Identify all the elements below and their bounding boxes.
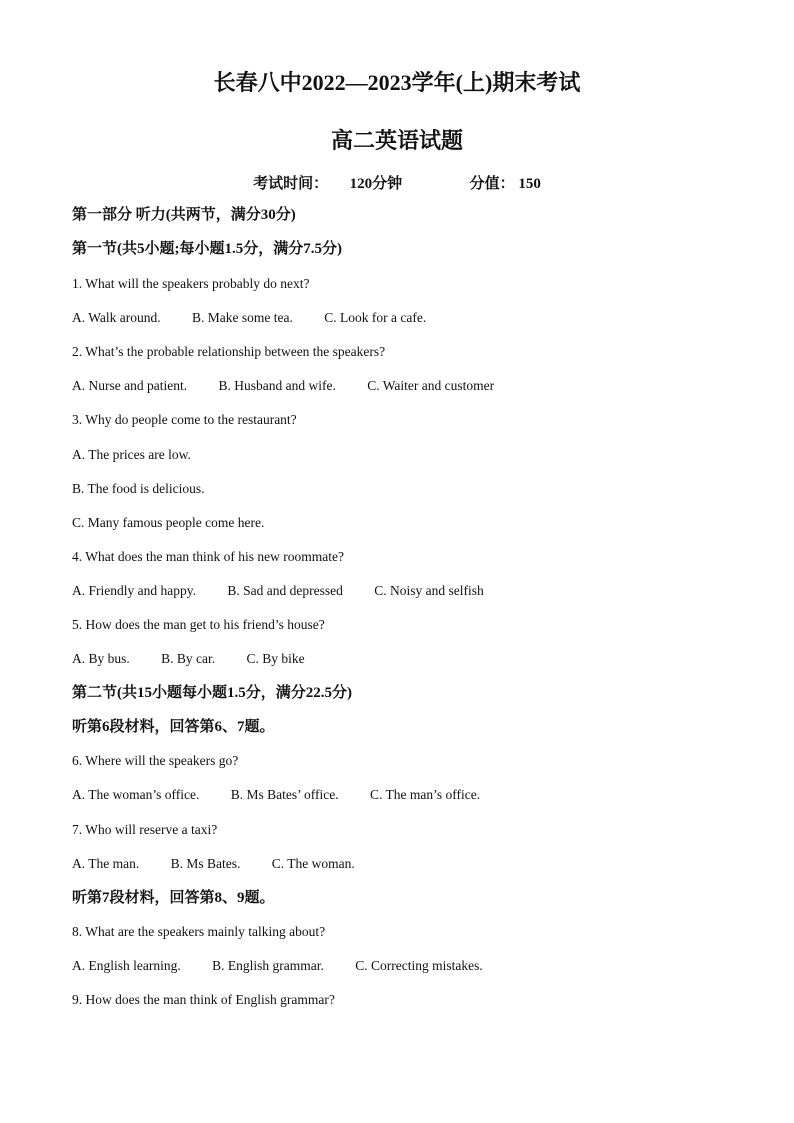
option-c: C. The woman. (271, 856, 355, 871)
score-value: 150 (518, 176, 541, 192)
page-title: 长春八中2022—2023学年(上)期末考试 (213, 70, 581, 95)
question-1: 1. What will the speakers probably do next? (72, 276, 310, 291)
question-4-options (72, 582, 484, 600)
material-note-6: 听第6段材料，回答第6、7题。 (72, 719, 275, 735)
question-1-options (72, 309, 426, 327)
option-c: C. Look for a cafe. (324, 310, 427, 325)
question-9: 9. How does the man think of English grammar? (72, 992, 335, 1007)
question-7: 7. Who will reserve a taxi? (72, 822, 218, 837)
section1-heading: 第一节(共5小题;每小题1.5分，满分7.5分) (72, 241, 342, 257)
question-2-options (72, 377, 494, 395)
option-a: A. The prices are low. (72, 447, 191, 462)
question-7-options (72, 855, 355, 873)
option-c: C. Many famous people come here. (72, 515, 265, 530)
option-a: A. The woman’s office. (72, 787, 200, 802)
question-8: 8. What are the speakers mainly talking about? (72, 924, 326, 939)
option-a: A. Walk around. (72, 310, 161, 325)
section2-heading: 第二节(共15小题每小题1.5分，满分22.5分) (72, 685, 352, 701)
option-c: C. Noisy and selfish (374, 583, 484, 598)
option-a: A. Friendly and happy. (72, 583, 196, 598)
material-note-7: 听第7段材料，回答第8、9题。 (72, 890, 275, 906)
option-b: B. The food is delicious. (72, 481, 205, 496)
option-c: C. The man’s office. (369, 787, 481, 802)
question-6-options (72, 786, 480, 804)
option-c: C. Correcting mistakes. (355, 958, 483, 973)
option-b: B. English grammar. (212, 958, 324, 973)
option-a: A. The man. (72, 856, 140, 871)
option-c: C. By bike (246, 651, 305, 666)
option-b: B. Sad and depressed (227, 583, 343, 598)
option-a: A. Nurse and patient. (72, 378, 188, 393)
option-a: A. English learning. (72, 958, 181, 973)
exam-meta (0, 172, 794, 193)
option-b: B. Make some tea. (192, 310, 293, 325)
option-b: B. By car. (161, 651, 216, 666)
question-2: 2. What’s the probable relationship between the speakers? (72, 344, 386, 359)
time-label: 考试时间： (253, 176, 329, 192)
page-subtitle: 高二英语试题 (330, 128, 463, 153)
question-6: 6. Where will the speakers go? (72, 753, 239, 768)
time-value: 120分钟 (349, 176, 403, 192)
question-8-options (72, 957, 483, 975)
question-4: 4. What does the man think of his new roommate? (72, 549, 344, 564)
question-3: 3. Why do people come to the restaurant? (72, 412, 297, 427)
score-label: 分值： (469, 176, 515, 192)
part1-heading: 第一部分 听力(共两节，满分30分) (72, 207, 296, 223)
option-c: C. Waiter and customer (367, 378, 495, 393)
option-a: A. By bus. (72, 651, 130, 666)
option-b: B. Ms Bates’ office. (230, 787, 339, 802)
question-5: 5. How does the man get to his friend’s house? (72, 617, 325, 632)
option-b: B. Ms Bates. (170, 856, 241, 871)
option-b: B. Husband and wife. (218, 378, 336, 393)
question-5-options (72, 650, 305, 668)
